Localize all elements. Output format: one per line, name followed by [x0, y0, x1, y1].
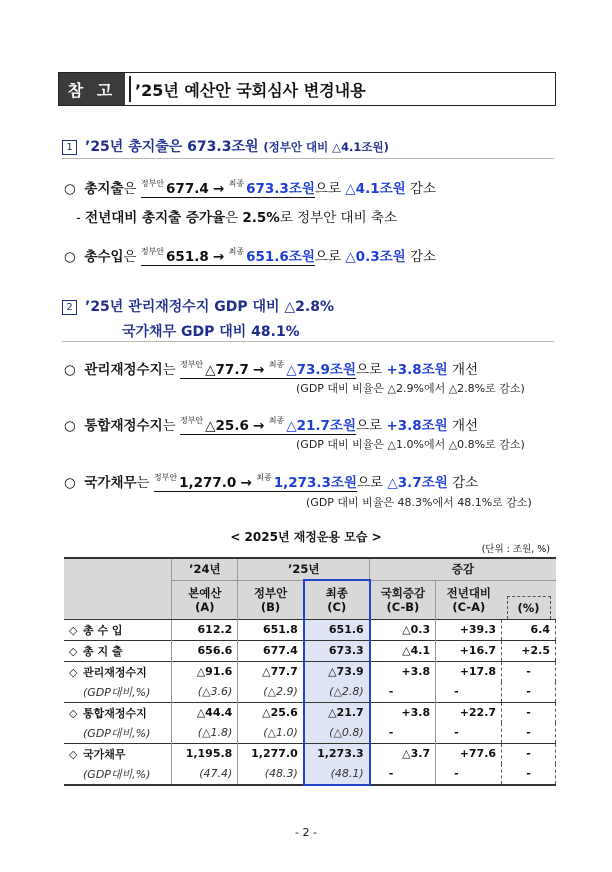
col-diff-sub: (C-B): [386, 599, 420, 614]
header-y25: ’25년: [238, 558, 370, 580]
item-verb: 감소: [452, 475, 479, 491]
bullet-icon: ○: [64, 362, 76, 378]
final-value: 651.6조원: [246, 249, 315, 265]
final-value: △73.9조원: [286, 362, 357, 378]
row-label: [64, 702, 172, 723]
cell-c: △21.7: [304, 702, 370, 723]
cell-pct: -: [502, 764, 556, 785]
gov-value: 1,277.0: [179, 475, 237, 491]
row-label: [64, 743, 172, 764]
row-label: [64, 682, 172, 703]
col-final-sub: (C): [327, 599, 347, 614]
cell-ca: -: [436, 764, 502, 785]
col-orig: [172, 580, 238, 619]
table-row: [64, 723, 556, 744]
bullet-icon: ○: [64, 475, 76, 491]
item-label: 전년대비 총지출 증가율: [85, 210, 225, 226]
gov-value: △25.6: [205, 418, 249, 434]
item-total-revenue: [64, 245, 436, 265]
cell-a: 612.2: [172, 619, 238, 640]
final-value: △21.7조원: [286, 418, 357, 434]
header-y24: ’24년: [172, 558, 238, 580]
col-diff: [370, 580, 436, 619]
cell-b: (△2.9): [238, 682, 304, 703]
item-tail: 로 정부안 대비 축소: [279, 210, 397, 226]
cell-cb: -: [370, 682, 436, 703]
cell-cb: △3.7: [370, 743, 436, 764]
diamond-icon: ◇: [69, 665, 78, 679]
cell-a: 1,195.8: [172, 743, 238, 764]
cell-c: (△2.8): [304, 682, 370, 703]
cell-ca: -: [436, 682, 502, 703]
row-label: [64, 619, 172, 640]
arrow-icon: →: [253, 418, 265, 434]
cell-b: (48.3): [238, 764, 304, 785]
item-label: 국가채무: [84, 475, 137, 491]
title-box: [58, 72, 556, 106]
item-note: (GDP 대비 비율은 △2.9%에서 △2.8%로 감소): [296, 382, 525, 395]
cell-c: 651.6: [304, 619, 370, 640]
header-change: 증감: [370, 558, 556, 580]
final-tag: 최종: [228, 247, 245, 256]
row-label-text: (GDP대비,%): [83, 726, 151, 740]
item-label: 관리재정수지: [84, 362, 163, 378]
cell-a: △91.6: [172, 661, 238, 682]
bullet-icon: ○: [64, 249, 76, 265]
col-yoy-label: 전년대비: [446, 585, 492, 600]
bullet-icon: ○: [64, 418, 76, 434]
cell-a: △44.4: [172, 702, 238, 723]
cell-ca: +22.7: [436, 702, 502, 723]
gov-tag: 정부안: [153, 473, 178, 482]
table-row: [64, 640, 556, 661]
item-consolidated-balance: [64, 414, 478, 434]
cell-b: 651.8: [238, 619, 304, 640]
cell-ca: +16.7: [436, 640, 502, 661]
table-row: [64, 661, 556, 682]
row-label: [64, 723, 172, 744]
item-mid: 으로: [356, 362, 383, 378]
cell-a: (△1.8): [172, 723, 238, 744]
section1-number: 1: [62, 140, 77, 155]
delta-value: △4.1조원: [345, 181, 406, 197]
row-label-text: 국가채무: [83, 747, 126, 761]
gov-value: 651.8: [166, 249, 209, 265]
item-label: 통합재정수지: [84, 418, 163, 434]
dash-marker: -: [76, 210, 81, 226]
delta-value: △3.7조원: [387, 475, 448, 491]
cell-c: 673.3: [304, 640, 370, 661]
cell-ca: +77.6: [436, 743, 502, 764]
final-tag: 최종: [228, 179, 245, 188]
section2-divider: [62, 341, 554, 342]
item-change-expression: [154, 475, 357, 492]
cell-ca: -: [436, 723, 502, 744]
section1-header: [62, 136, 389, 156]
col-final-label: 최종: [325, 585, 348, 600]
table-caption: < 2025년 재정운용 모습 >: [230, 530, 382, 544]
page-number: - 2 -: [295, 826, 317, 839]
item-mid: 으로: [314, 181, 341, 197]
item-mid: 으로: [314, 249, 341, 265]
cell-c: (48.1): [304, 764, 370, 785]
item-total-expenditure: [64, 177, 436, 197]
cell-b: 677.4: [238, 640, 304, 661]
col-gov: [238, 580, 304, 619]
item-growth-rate: [76, 206, 397, 226]
cell-pct: -: [502, 661, 556, 682]
arrow-icon: →: [240, 475, 252, 491]
cell-ca: +17.8: [436, 661, 502, 682]
row-label-text: 총 수 입: [83, 623, 123, 637]
section2-heading2: 국가채무 GDP 대비 48.1%: [122, 324, 300, 340]
cell-pct: -: [502, 682, 556, 703]
table-unit: (단위 : 조원, %): [481, 544, 550, 555]
item-josa: 은: [123, 249, 137, 265]
cell-cb: △0.3: [370, 619, 436, 640]
item-josa: 는: [162, 418, 176, 434]
page-title: ’25년 예산안 국회심사 변경내용: [135, 80, 366, 100]
diamond-icon: ◇: [69, 644, 78, 658]
cell-c: △73.9: [304, 661, 370, 682]
section1-subheading: (정부안 대비 △4.1조원): [263, 140, 389, 154]
row-label-text: (GDP대비,%): [83, 767, 151, 781]
delta-value: +3.8조원: [386, 362, 448, 378]
item-managed-balance: [64, 358, 478, 378]
cell-cb: +3.8: [370, 661, 436, 682]
cell-a: 656.6: [172, 640, 238, 661]
col-pct: [502, 580, 556, 619]
section1-heading: ’25년 총지출은 673.3조원: [85, 139, 259, 155]
diamond-icon: ◇: [69, 706, 78, 720]
cell-cb: +3.8: [370, 702, 436, 723]
table-row: [64, 764, 556, 785]
bullet-icon: ○: [64, 181, 76, 197]
item-change-expression: [180, 418, 356, 435]
item-josa: 은: [224, 210, 239, 226]
final-tag: 최종: [256, 473, 272, 482]
item-label: 총지출: [84, 181, 124, 197]
section2-heading1: ’25년 관리재정수지 GDP 대비 △2.8%: [85, 299, 334, 315]
corner-header: [64, 558, 172, 619]
cell-pct: +2.5: [502, 640, 556, 661]
item-national-debt: [64, 471, 478, 491]
table-row: [64, 743, 556, 764]
gov-value: △77.7: [205, 362, 249, 378]
title-tag: 참 고: [59, 73, 125, 105]
col-gov-sub: (B): [260, 599, 281, 614]
col-final: [304, 580, 370, 619]
cell-b: (△1.0): [238, 723, 304, 744]
col-yoy-sub: (C-A): [452, 599, 486, 614]
cell-b: 1,277.0: [238, 743, 304, 764]
cell-pct: -: [502, 743, 556, 764]
item-verb: 감소: [409, 249, 437, 265]
cell-pct: -: [502, 702, 556, 723]
item-change-expression: [141, 181, 315, 198]
row-label: [64, 764, 172, 785]
item-verb: 감소: [409, 181, 437, 197]
section2-header: [62, 296, 334, 341]
row-label: [64, 640, 172, 661]
section1-divider: [62, 158, 554, 159]
final-value: 1,273.3조원: [273, 475, 357, 491]
gov-tag: 정부안: [179, 360, 204, 369]
item-josa: 는: [162, 362, 176, 378]
cell-ca: +39.3: [436, 619, 502, 640]
section2-number: 2: [62, 300, 77, 315]
final-tag: 최종: [268, 416, 285, 425]
item-mid: 으로: [357, 475, 384, 491]
row-label-text: 관리재정수지: [83, 665, 147, 679]
growth-value: 2.5%: [242, 210, 280, 226]
item-josa: 는: [136, 475, 150, 491]
cell-b: △25.6: [238, 702, 304, 723]
cell-a: (47.4): [172, 764, 238, 785]
item-verb: 개선: [452, 418, 479, 434]
item-change-expression: [141, 249, 315, 266]
gov-value: 677.4: [166, 181, 209, 197]
fiscal-table: [64, 557, 556, 786]
cell-b: △77.7: [238, 661, 304, 682]
col-yoy: [436, 580, 502, 619]
item-note: (GDP 대비 비율은 △1.0%에서 △0.8%로 감소): [296, 438, 525, 451]
item-change-expression: [180, 362, 356, 379]
item-mid: 으로: [356, 418, 383, 434]
table-row: [64, 682, 556, 703]
table-row: [64, 702, 556, 723]
final-value: 673.3조원: [246, 181, 315, 197]
row-label: [64, 661, 172, 682]
diamond-icon: ◇: [69, 623, 78, 637]
gov-tag: 정부안: [179, 416, 204, 425]
delta-value: +3.8조원: [386, 418, 448, 434]
title-divider: [129, 76, 131, 102]
col-orig-sub: (A): [195, 599, 215, 614]
item-note: (GDP 대비 비율은 48.3%에서 48.1%로 감소): [306, 496, 532, 509]
arrow-icon: →: [213, 249, 225, 265]
gov-tag: 정부안: [140, 247, 165, 256]
gov-tag: 정부안: [140, 179, 165, 188]
diamond-icon: ◇: [69, 747, 78, 761]
cell-cb: -: [370, 723, 436, 744]
cell-a: (△3.6): [172, 682, 238, 703]
col-orig-label: 본예산: [188, 585, 222, 600]
cell-pct: 6.4: [502, 619, 556, 640]
cell-cb: △4.1: [370, 640, 436, 661]
col-diff-label: 국회증감: [380, 585, 426, 600]
table-row: [64, 619, 556, 640]
row-label-text: 총 지 출: [83, 644, 123, 658]
item-label: 총수입: [84, 249, 124, 265]
cell-c: (△0.8): [304, 723, 370, 744]
item-verb: 개선: [452, 362, 479, 378]
col-pct-label: (%): [507, 596, 551, 619]
arrow-icon: →: [253, 362, 265, 378]
col-gov-label: 정부안: [253, 585, 288, 600]
row-label-text: (GDP대비,%): [83, 685, 151, 699]
delta-value: △0.3조원: [345, 249, 406, 265]
final-tag: 최종: [268, 360, 285, 369]
cell-cb: -: [370, 764, 436, 785]
row-label-text: 통합재정수지: [83, 706, 147, 720]
arrow-icon: →: [213, 181, 225, 197]
cell-pct: -: [502, 723, 556, 744]
cell-c: 1,273.3: [304, 743, 370, 764]
item-josa: 은: [123, 181, 137, 197]
